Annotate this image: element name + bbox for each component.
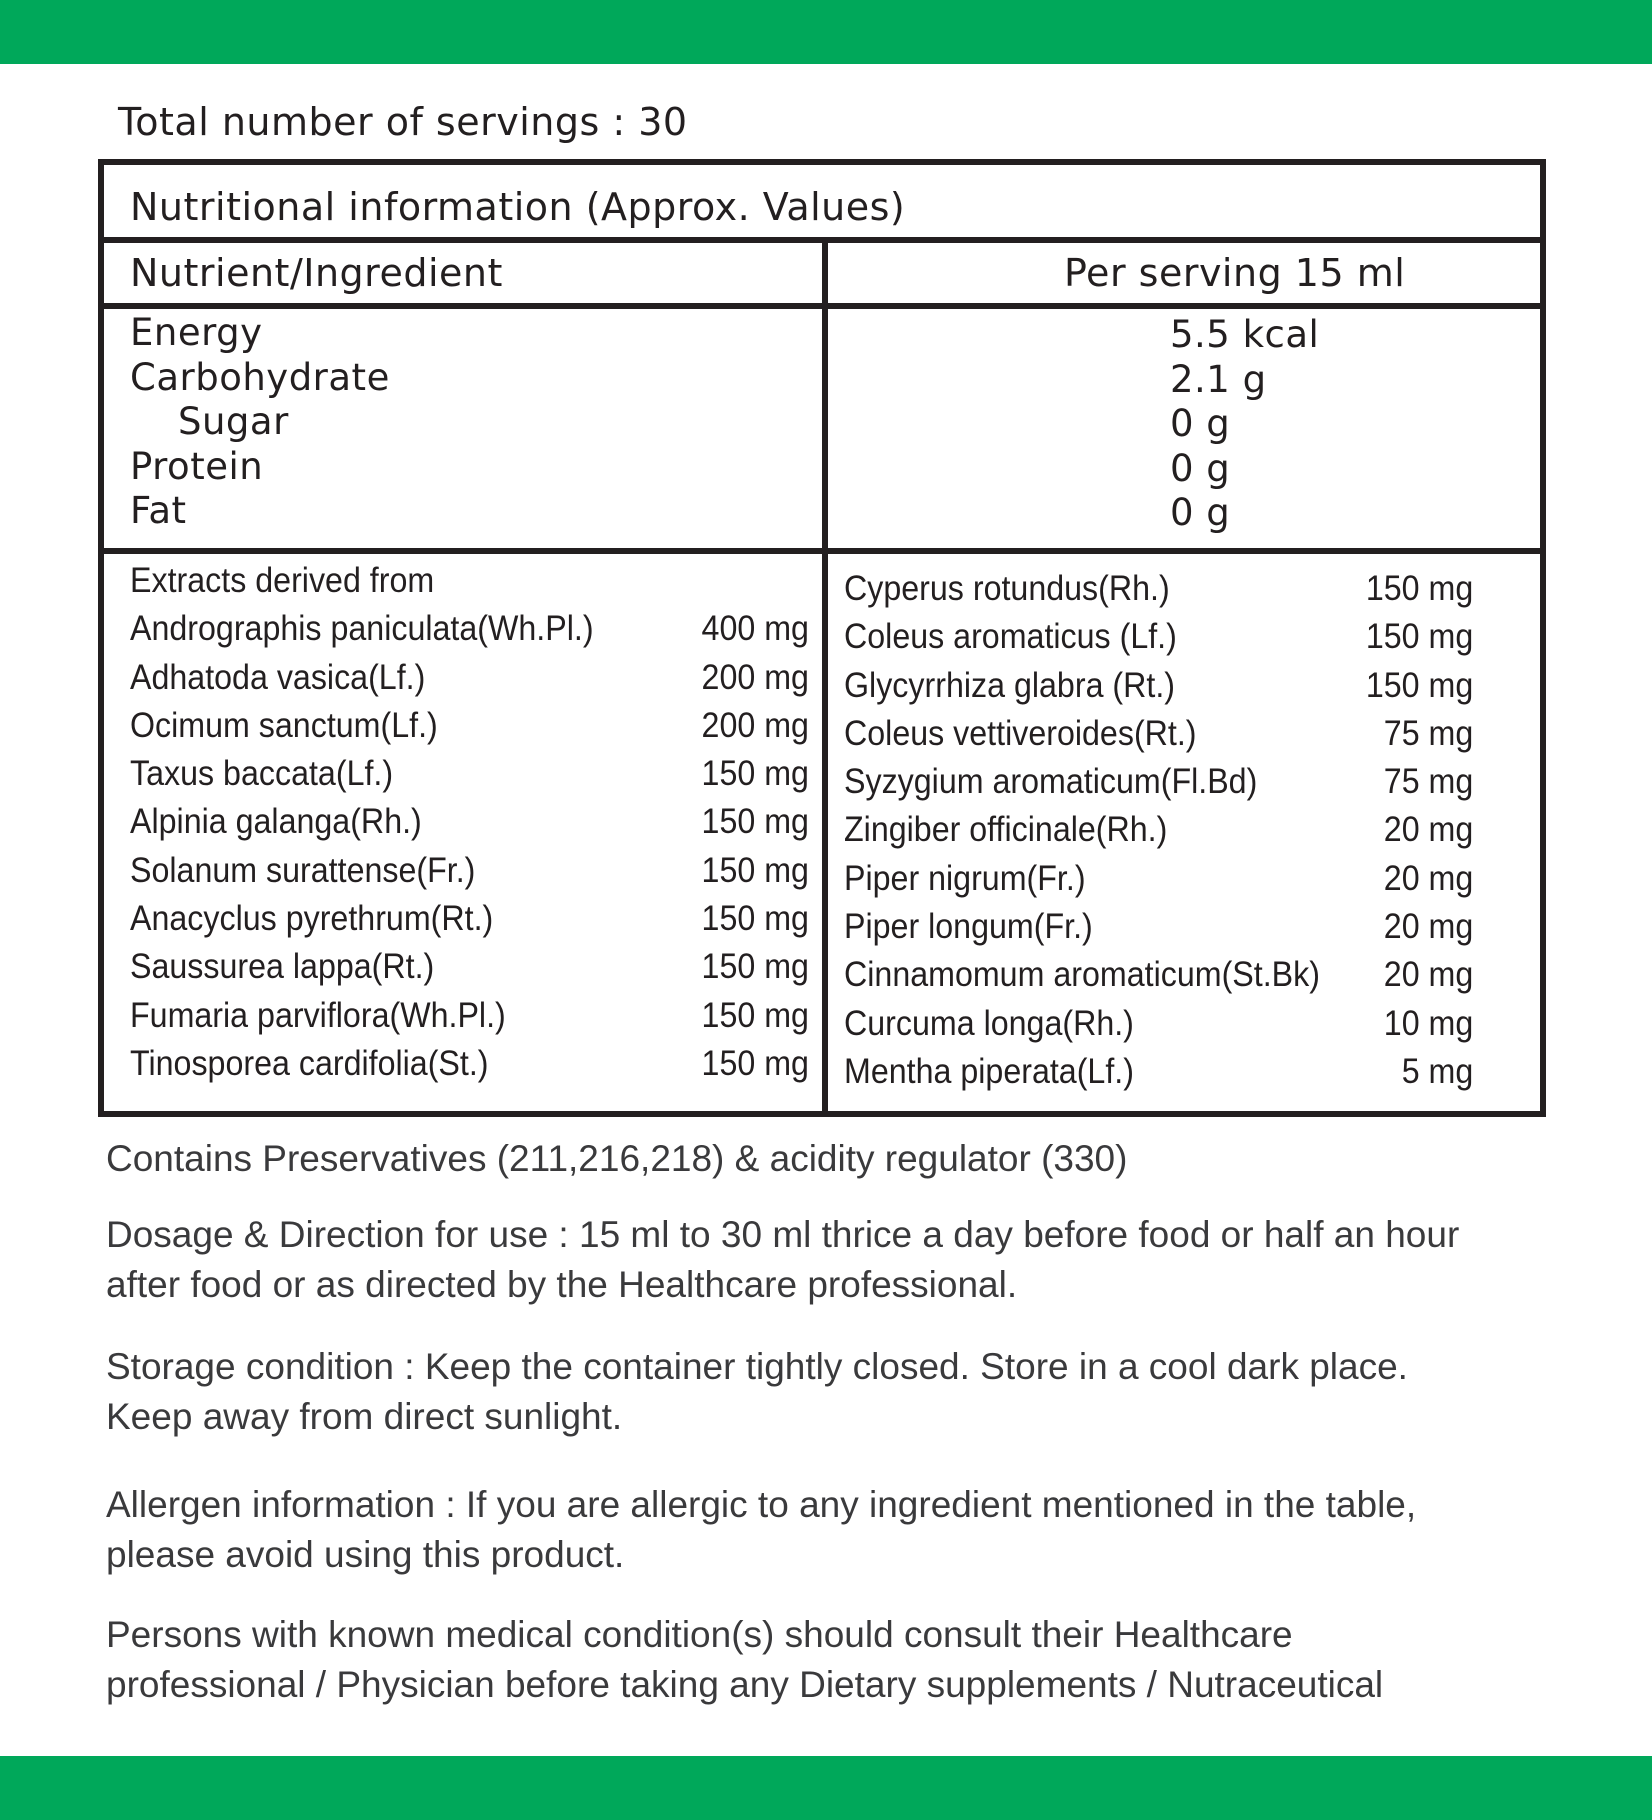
ingredient-row [130, 702, 809, 750]
ingredient-name: Zingiber officinale(Rh.) [844, 810, 1168, 850]
ingredient-row [844, 662, 1473, 710]
nutrient-value: 0 g [1170, 491, 1231, 534]
ingredient-name: Mentha piperata(Lf.) [844, 1051, 1134, 1091]
ingredient-name: Fumaria parviflora(Wh.Pl.) [130, 995, 506, 1035]
ingredient-name: Saussurea lappa(Rt.) [130, 947, 435, 987]
header-nutrient: Nutrient/Ingredient [130, 251, 503, 295]
ingredient-row [130, 895, 809, 943]
dosage-line-1: Dosage & Direction for use : 15 ml to 30 ml thrice a day before food or half an hour [106, 1214, 1460, 1255]
ingredient-amount: 75 mg [1383, 762, 1474, 802]
ingredient-name: Coleus aromaticus (Lf.) [844, 617, 1177, 657]
ingredient-row [844, 951, 1473, 999]
storage-line-2: Keep away from direct sunlight. [106, 1396, 623, 1437]
ingredient-amount: 20 mg [1383, 955, 1474, 995]
ingredient-name: Piper longum(Fr.) [844, 907, 1093, 947]
ingredient-row [844, 1048, 1473, 1096]
nutrient-name: Fat [130, 489, 187, 532]
ingredient-row [844, 806, 1473, 854]
ingredients-left [130, 557, 809, 1088]
ingredient-name: Cinnamomum aromaticum(St.Bk) [844, 955, 1320, 995]
nutrient-name: Energy [130, 311, 263, 354]
ingredient-row [844, 1000, 1473, 1048]
header-per-serving: Per serving 15 ml [1064, 251, 1406, 295]
ingredient-name: Adhatoda vasica(Lf.) [130, 657, 426, 697]
ingredient-amount: 150 mg [1365, 665, 1474, 705]
persons-line-1: Persons with known medical condition(s) should consult their Healthcare [106, 1614, 1293, 1655]
ingredients-right [844, 565, 1473, 1096]
ingredient-amount: 150 mg [701, 802, 809, 842]
ingredient-name: Anacyclus pyrethrum(Rt.) [130, 899, 494, 939]
ingredient-name: Curcuma longa(Rh.) [844, 1003, 1134, 1043]
dosage-line-2: after food or as directed by the Healthcare professional. [106, 1264, 1018, 1305]
nutrient-name: Carbohydrate [130, 355, 390, 399]
allergen-line-2: please avoid using this product. [106, 1534, 625, 1575]
nutrient-value: 0 g [1170, 446, 1231, 490]
ingredient-amount: 400 mg [701, 609, 809, 649]
bottom-green-band [0, 1756, 1652, 1820]
ingredient-row [130, 1040, 809, 1088]
ingredient-row [844, 565, 1473, 613]
ingredient-row [844, 903, 1473, 951]
storage-line-1: Storage condition : Keep the container tightly closed. Store in a cool dark place. [106, 1346, 1408, 1387]
top-green-band [0, 0, 1652, 64]
nutrient-value: 2.1 g [1170, 357, 1267, 401]
ingredient-row [130, 992, 809, 1040]
ingredient-name: Syzygium aromaticum(Fl.Bd) [844, 762, 1258, 802]
ingredient-amount: 150 mg [701, 1043, 809, 1083]
ingredient-amount: 150 mg [701, 947, 809, 987]
ingredient-amount: 150 mg [1365, 617, 1474, 657]
ingredient-row [844, 710, 1473, 758]
nutrient-name: Protein [130, 444, 264, 488]
ingredient-amount: 200 mg [701, 657, 809, 697]
nutrient-names [130, 311, 390, 534]
ingredient-amount: 10 mg [1383, 1003, 1474, 1043]
ingredient-amount: 20 mg [1383, 810, 1474, 850]
ingredient-row [844, 613, 1473, 661]
ingredient-amount: 20 mg [1383, 907, 1474, 947]
ingredient-name: Taxus baccata(Lf.) [130, 754, 394, 794]
ingredient-amount: 5 mg [1401, 1051, 1474, 1091]
ingredient-amount: 150 mg [701, 754, 809, 794]
allergen-line-1: Allergen information : If you are allergic to any ingredient mentioned in the table, [106, 1484, 1417, 1525]
column-divider [822, 243, 828, 1111]
ingredient-row [844, 855, 1473, 903]
ingredient-row [130, 654, 809, 702]
ingredient-name: Piper nigrum(Fr.) [844, 858, 1086, 898]
persons-line-2: professional / Physician before taking any Dietary supplements / Nutraceutical [106, 1664, 1384, 1705]
ingredient-amount: 150 mg [1365, 569, 1474, 608]
ingredient-row [130, 750, 809, 798]
ingredient-amount: 75 mg [1383, 713, 1474, 753]
ingredient-amount: 150 mg [701, 850, 809, 890]
ingredient-row [130, 847, 809, 895]
preservatives-note: Contains Preservatives (211,216,218) & acidity regulator (330) [106, 1138, 1128, 1179]
ingredient-row [130, 798, 809, 846]
ingredient-name: Coleus vettiveroides(Rt.) [844, 713, 1197, 753]
ingredient-amount: 150 mg [701, 899, 809, 939]
nutrient-value: 0 g [1170, 402, 1231, 445]
total-servings: Total number of servings : 30 [118, 100, 688, 144]
ingredient-amount: 150 mg [701, 995, 809, 1035]
ingredient-row [130, 605, 809, 653]
extracts-heading: Extracts derived from [130, 561, 435, 600]
ingredient-amount: 200 mg [701, 705, 809, 745]
nutrient-name: Sugar [178, 400, 289, 443]
nutrient-values [1170, 313, 1319, 536]
ingredient-name: Ocimum sanctum(Lf.) [130, 705, 438, 745]
ingredient-name: Tinosporea cardifolia(St.) [130, 1043, 489, 1083]
ingredient-row [130, 943, 809, 991]
ingredient-name: Andrographis paniculata(Wh.Pl.) [130, 609, 594, 649]
ingredient-name: Cyperus rotundus(Rh.) [844, 569, 1170, 608]
table-title: Nutritional information (Approx. Values) [130, 185, 906, 229]
nutrition-table [98, 159, 1546, 1117]
ingredient-name: Glycyrrhiza glabra (Rt.) [844, 665, 1176, 705]
ingredient-name: Alpinia galanga(Rh.) [130, 802, 422, 842]
ingredient-amount: 20 mg [1383, 858, 1474, 898]
nutrient-value: 5.5 kcal [1170, 313, 1320, 356]
ingredient-name: Solanum surattense(Fr.) [130, 850, 476, 890]
ingredient-row [844, 758, 1473, 806]
